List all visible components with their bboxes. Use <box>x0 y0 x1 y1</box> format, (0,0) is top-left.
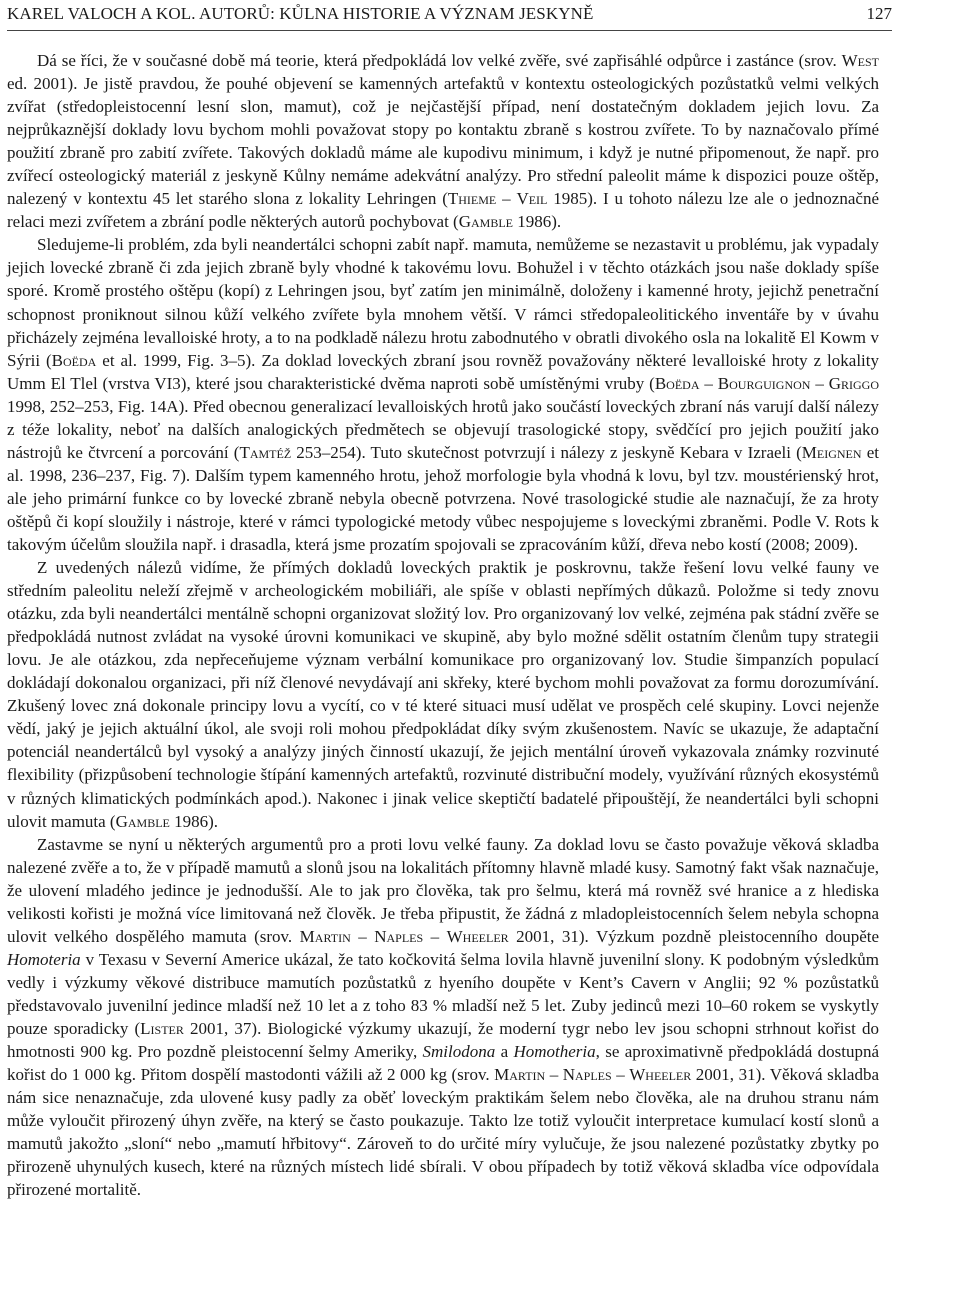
author-name: Gamble <box>458 212 513 232</box>
running-header <box>7 0 892 31</box>
author-name: Tamtéž <box>239 442 292 462</box>
paragraph: Zastavme se nyní u některých argumentů pro a proti lovu velké fauny. Za doklad lovu se často považuje věková skladba nalezené zvěře a to, že v případě mamutů a slonů jsou na lokalitách přítomny hlavně mladé kusy. Samotný fakt však naznačuje, že ulovení mladého jedince je jednodušší. Ale to jak pro člověka, tak pro šelmu, která má rovněž své hranice a z hlediska velikosti kořisti je možná více limitovaná než člověk. Je třeba připustit, že žádná z mladopleistocenních šelem nebyla schopna ulovit velkého dospělého mamuta (srov. Martin – Naples – Wheeler 2001, 31). Výzkum pozdně pleistocenního doupěte Homoteria v Texasu v Severní Americe ukázal, že tato kočkovitá šelma lovila hlavně juvenilní slony. K podobným výsledkům vedly i výzkumy věkové distribuce mamutích pozůstatků z hyeního doupěte v Kent’s Cavern v Anglii; 92 % pozůstatků představovalo juvenilní jedince mladší než 10 let a z toho 83 % mladší než 5 let. Zuby jedinců mezi 10–60 rokem se vyskytly pouze sporadicky (Lister 2001, 37). Biologické výzkumy ukazují, že moderní tygr nebo lev jsou schopni strhnout kořist do hmotnosti 900 kg. Pro pozdně pleistocenní šelmy Ameriky, Smilodona a Homotheria, se aproximativně předpokládá dostupná kořist do 1 000 kg. Přitom dospělí mastodonti vážili až 2 000 kg (srov. Martin – Naples – Wheeler 2001, 31). Věková skladba nám sice nenaznačuje, zda ulovené kusy padly za oběť loveckým praktikám šelem nebo člověka, ale na druhou stranu nám může vyloučit přirozený úhyn zvěře, na který se často poukazuje. Takto lze totiž vyloučit interpretace kumulací kostí slonů a mamutů jakožto „sloní“ nebo „mamutí hřbitovy“. Zároveň to do určité míry vylučuje, že jsou nalezené pozůstatky zbytky po přirozeně uhynulých kusech, které na různých místech lidé sbírali. V obou případech by totiž věková skladba více odpovídala přirozené mortalitě. <box>7 834 880 1200</box>
author-name: Meignen <box>801 442 862 462</box>
taxon-name: Homoteria <box>7 949 81 969</box>
paragraph: Sledujeme-li problém, zda byli neandertálci schopni zabít např. mamuta, nemůžeme se nezastavit u problému, jak vypadaly jejich lovecké zbraně či zda jejich zbraně byly vhodné k takovému lovu. Bohužel i v těchto otázkách jsou naše doklady spíše sporé. Kromě prostého oštěpu (kopí) z Lehringen jsou, byť zatím jen minimálně, doloženy i kamenné hroty, jejichž penetrační schopnost proniknout silnou kůží velkého zvířete byla mnohem větší. V rámci středopaleolitického inventáře by v úvahu přicházely zejména levalloiské hroty, a to na podkladě nálezu hrotu zabodnutého v obratli divokého osla na lokalitě El Kowm v Sýrii (Boëda et al. 1999, Fig. 3–5). Za doklad loveckých zbraní jsou rovněž považovány některé levalloiské hroty z lokality Umm El Tlel (vrstva VI3), které jsou charakteristické dvěma naproti sobě umístěnými vruby (Boëda – Bourguignon – Griggo 1998, 252–253, Fig. 14A). Před obecnou generalizací levalloiských hrotů jako součástí loveckých zbraní nás varují další nálezy z téže lokality, neboť na dalších analogických předmětech se objevují trasologické stopy, svědčící pro jejich použití jako nástrojů ke čtvrcení a porcování (Tamtéž 253–254). Tuto skutečnost potvrzují i nálezy z jeskyně Kebara v Izraeli (Meignen et al. 1998, 236–237, Fig. 7). Dalším typem kamenného hrotu, jehož morfologie byla vhodná k lovu, byl tzv. moustérienský hrot, ale jeho primární funkce co by lovecké zbraně nebyla obecně potvrzena. Nové trasologické studie ale naznačují, že za hroty oštěpů či kopí sloužily i nástroje, které v rámci typologické metody vůbec nespojujeme s loveckými zbraněmi. Podle V. Rots k takovým účelům sloužila např. i drasadla, která jsme prozatím spojovali se zpracováním kůží, dřeva nebo kostí (2008; 2009). <box>7 235 880 554</box>
author-name: Naples <box>562 1065 612 1085</box>
author-name: West <box>841 51 879 70</box>
taxon-name: Smilodona <box>422 1042 496 1062</box>
author-name: Veil <box>516 189 548 209</box>
author-name: Thieme <box>447 189 497 209</box>
author-name: Gamble <box>115 811 170 831</box>
article-body <box>7 49 879 1201</box>
author-name: Boëda <box>51 350 97 370</box>
author-name: Bourguignon <box>717 373 811 393</box>
author-name: Martin <box>299 926 351 946</box>
author-name: Lister <box>140 1018 184 1038</box>
paragraph: Z uvedených nálezů vidíme, že přímých dokladů loveckých praktik je poskrovnu, takže řešení lovu velké fauny ve středním paleolitu neleží zřejmě v archeologickém mobiliáři, ale spíše v oblasti nepřímých důkazů. Položme si tedy znovu otázku, zda byli neandertálci mentálně schopni organizovat složitý lov. Pro organizovaný lov velké, zejména pak stádní zvěře se předpokládá nutnost zvládat na vysoké úrovni komunikaci ve skupině, aby bylo možné sdělit ostatním členům tupy strategii lovu. Je ale otázkou, zda nepřeceňujeme význam verbální komunikace pro organizovaný lov. Studie šimpanzích populací dokládají dokonalou organizaci, při níž členové nevydávají ani skřeky, které bychom mohli považovat za formu dorozumívání. Zkušený lovec zná dokonale principy lovu a vycítí, co v té které situaci musí udělat ve prospěch celé skupiny. Lovci nejenže vědí, jaký je jejich aktuální úkol, ale svoji roli mohou předpokládat díky svým zkušenostem. Navíc se ukazuje, že adaptační potenciál neandertálců byl vysoký a analýzy jiných činností ukazují, že jejich mentální úroveň vykazovala známky rozvinuté flexibility (přizpůsobení technologie štípání kamenných artefaktů, rozvinuté distribuční modely, využívání různých ekosystémů v různých klimatických podmínkách apod.). Nakonec i jinak velice skeptičtí badatelé připouštějí, že neandertálci byli schopni ulovit mamuta (Gamble 1986). <box>7 558 879 831</box>
paragraph: Dá se říci, že v současné době má teorie, která předpokládá lov velké zvěře, své zapřisáhlé odpůrce i zastánce (srov. West ed. 2001). Je jistě pravdou, že pouhé objevení se kamenných artefaktů v kontextu osteologických pozůstatků velmi velkých zvířat (středopleistocenní lesní slon, mamut), což je nejčastější případ, není dostatečným dokladem jejich lovu. Za nejprůkaznější doklady lovu bychom mohli považovat stopy po kontaktu zbraně s kostrou zvířete. To by naznačovalo přímé použití zbraně pro zabití zvířete. Takových dokladů máme ale kupodivu minimum, i když je nutné připomenout, že např. pro zvířecí osteologický materiál z jeskyně Kůlny nemáme adekvátní analýzy. Pro střední paleolit máme k dispozici pouze oštěp, nalezený v kontextu 45 let starého slona z lokality Lehringen (Thieme – Veil 1985). I u tohoto nálezu lze ale o jednoznačné relaci mezi zvířetem a zbrání podle některých autorů pochybovat (Gamble 1986). <box>7 51 879 232</box>
author-name: Griggo <box>828 373 880 393</box>
author-name: Naples <box>374 926 424 946</box>
page-number: 127 <box>866 4 892 23</box>
running-title: KAREL VALOCH A KOL. AUTORŮ: KŮLNA HISTORIE A VÝZNAM JESKYNĚ <box>7 4 594 23</box>
author-name: Martin <box>494 1065 546 1085</box>
author-name: Wheeler <box>446 926 509 946</box>
taxon-name: Homotheria <box>513 1042 596 1062</box>
author-name: Wheeler <box>629 1065 692 1085</box>
author-name: Boëda <box>654 373 700 393</box>
